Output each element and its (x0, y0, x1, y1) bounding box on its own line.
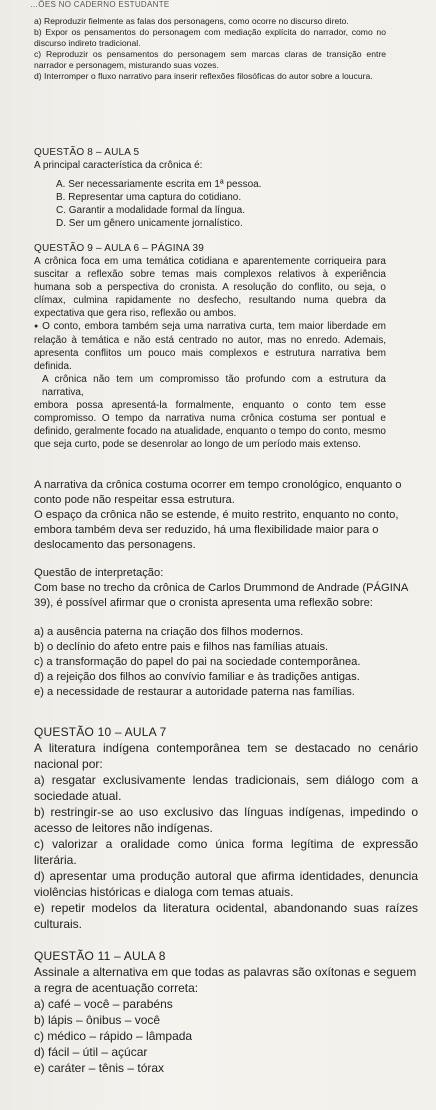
q8-title: QUESTÃO 8 – AULA 5 (34, 147, 140, 158)
q10-option-c: c) valorizar a oralidade como única forma legítima de expressão literária. (34, 837, 418, 867)
q11-option-c: c) médico – rápido – lâmpada (34, 1029, 193, 1043)
q9-title: QUESTÃO 9 – AULA 6 – PÁGINA 39 (34, 243, 204, 254)
q9-option-b: b) o declínio do afeto entre pais e filhos nas famílias atuais. (34, 641, 329, 653)
q10-option-b: b) restringir-se ao uso exclusivo das línguas indígenas, impedindo o acesso de leitores não indígenas. (34, 805, 418, 835)
q8-option-c: C. Garantir a modalidade formal da língua. (56, 205, 245, 216)
q9-paragraph-2 (34, 320, 386, 373)
q10-title: QUESTÃO 10 – AULA 7 (34, 725, 167, 739)
q11-option-a: a) café – você – parabéns (34, 997, 173, 1011)
prev-option-b: b) Expor os pensamentos do personagem com mediação explícita do narrador, como no discurso indireto tradicional. (34, 27, 386, 48)
q11-title: QUESTÃO 11 – AULA 8 (34, 949, 166, 963)
q9-interp-title: Questão de interpretação: (34, 567, 164, 579)
question-11 (34, 948, 418, 1076)
prev-question-options (34, 16, 386, 82)
q10-option-e: e) repetir modelos da literatura ocidental, abandonando suas raízes culturais. (34, 901, 418, 931)
q9-option-c: c) a transformação do papel do pai na sociedade contemporânea. (34, 656, 361, 668)
q8-prompt: A principal característica da crônica é: (34, 160, 203, 171)
q9-continued (34, 478, 414, 553)
q9-paragraph-6: O espaço da crônica não se estende, é muito restrito, enquanto no conto, embora também deva ser reduzido, há uma flexibilidade maior para o deslocamento das personagens. (34, 509, 399, 551)
q9-paragraph-3: A crônica não tem um compromisso tão profundo com a estrutura da narrativa, (42, 374, 386, 398)
q8-options (34, 178, 374, 230)
q11-option-e: e) caráter – tênis – tórax (34, 1061, 165, 1075)
q10-prompt: A literatura indígena contemporânea tem se destacado no cenário nacional por: (34, 741, 418, 771)
q8-option-b: B. Representar uma captura do cotidiano. (56, 192, 242, 203)
q8-option-a: A. Ser necessariamente escrita em 1ª pessoa. (56, 179, 262, 190)
q9-paragraph-1: A crônica foca em uma temática cotidiana e aparentemente corriqueira para suscitar a reflexão sobre temas mais complexos relativos à experiência humana sob a perspectiva do cronista. A resolução do conflito, ou seja, o clímax, culmina rapidamente no desfecho, resultando numa quebra da expectativa que gera riso, reflexão ou ambos. (34, 256, 386, 319)
q11-option-d: d) fácil – útil – açúcar (34, 1045, 148, 1059)
question-10 (34, 724, 418, 932)
q9-option-a: a) a ausência paterna na criação dos filhos modernos. (34, 626, 304, 638)
prev-option-a: a) Reproduzir fielmente as falas dos personagens, como ocorre no discurso direto. (34, 16, 349, 26)
q9-paragraph-2-text: O conto, embora também seja uma narrativa curta, tem maior liberdade em relação à temática e não está centrado no autor, mas no enredo. Ademais, apresenta conflitos um pouco mais complexos e estrutura narrativa bem definida. (34, 321, 386, 372)
question-8 (34, 146, 374, 230)
q9-interp-prompt: Com base no trecho da crônica de Carlos Drummond de Andrade (PÁGINA 39), é possível afirmar que o cronista apresenta uma reflexão sobre: (34, 582, 408, 609)
q9-interpretation (34, 566, 424, 700)
page-header: …ÕES NO CADERNO ESTUDANTE (30, 0, 170, 9)
q9-option-e: e) a necessidade de restaurar a autoridade paterna nas famílias. (34, 686, 355, 698)
q8-option-d: D. Ser um gênero unicamente jornalístico. (56, 218, 243, 229)
q9-option-d: d) a rejeição dos filhos ao convívio familiar e às tradições antigas. (34, 671, 360, 683)
q11-option-b: b) lápis – ônibus – você (34, 1013, 161, 1027)
prev-option-c: c) Reproduzir os pensamentos do personagem sem marcas claras de transição entre narrador e personagem, misturando suas vozes. (34, 49, 386, 70)
prev-option-d: d) Interromper o fluxo narrativo para inserir reflexões filosóficas do autor sobre a loucura. (34, 71, 373, 81)
q9-options (34, 625, 424, 700)
q10-option-a: a) resgatar exclusivamente lendas tradicionais, sem diálogo com a sociedade atual. (34, 773, 418, 803)
question-9 (34, 242, 386, 451)
q10-option-d: d) apresentar uma produção autoral que afirma identidades, denuncia violências históricas e dialoga com temas atuais. (34, 869, 418, 899)
q9-paragraph-4: embora possa apresentá-la formalmente, enquanto o conto tem esse compromisso. O tempo da narrativa numa crônica costuma ser pontual e definido, geralmente focado na atualidade, enquanto o tempo do conto, mesmo que seja curto, pode se desenrolar ao longo de um período mais extenso. (34, 400, 386, 450)
q11-prompt: Assinale a alternativa em que todas as palavras são oxítonas e seguem a regra de acentuação correta: (34, 965, 417, 995)
q9-paragraph-5: A narrativa da crônica costuma ocorrer em tempo cronológico, enquanto o conto pode não respeitar essa estrutura. (34, 479, 402, 506)
